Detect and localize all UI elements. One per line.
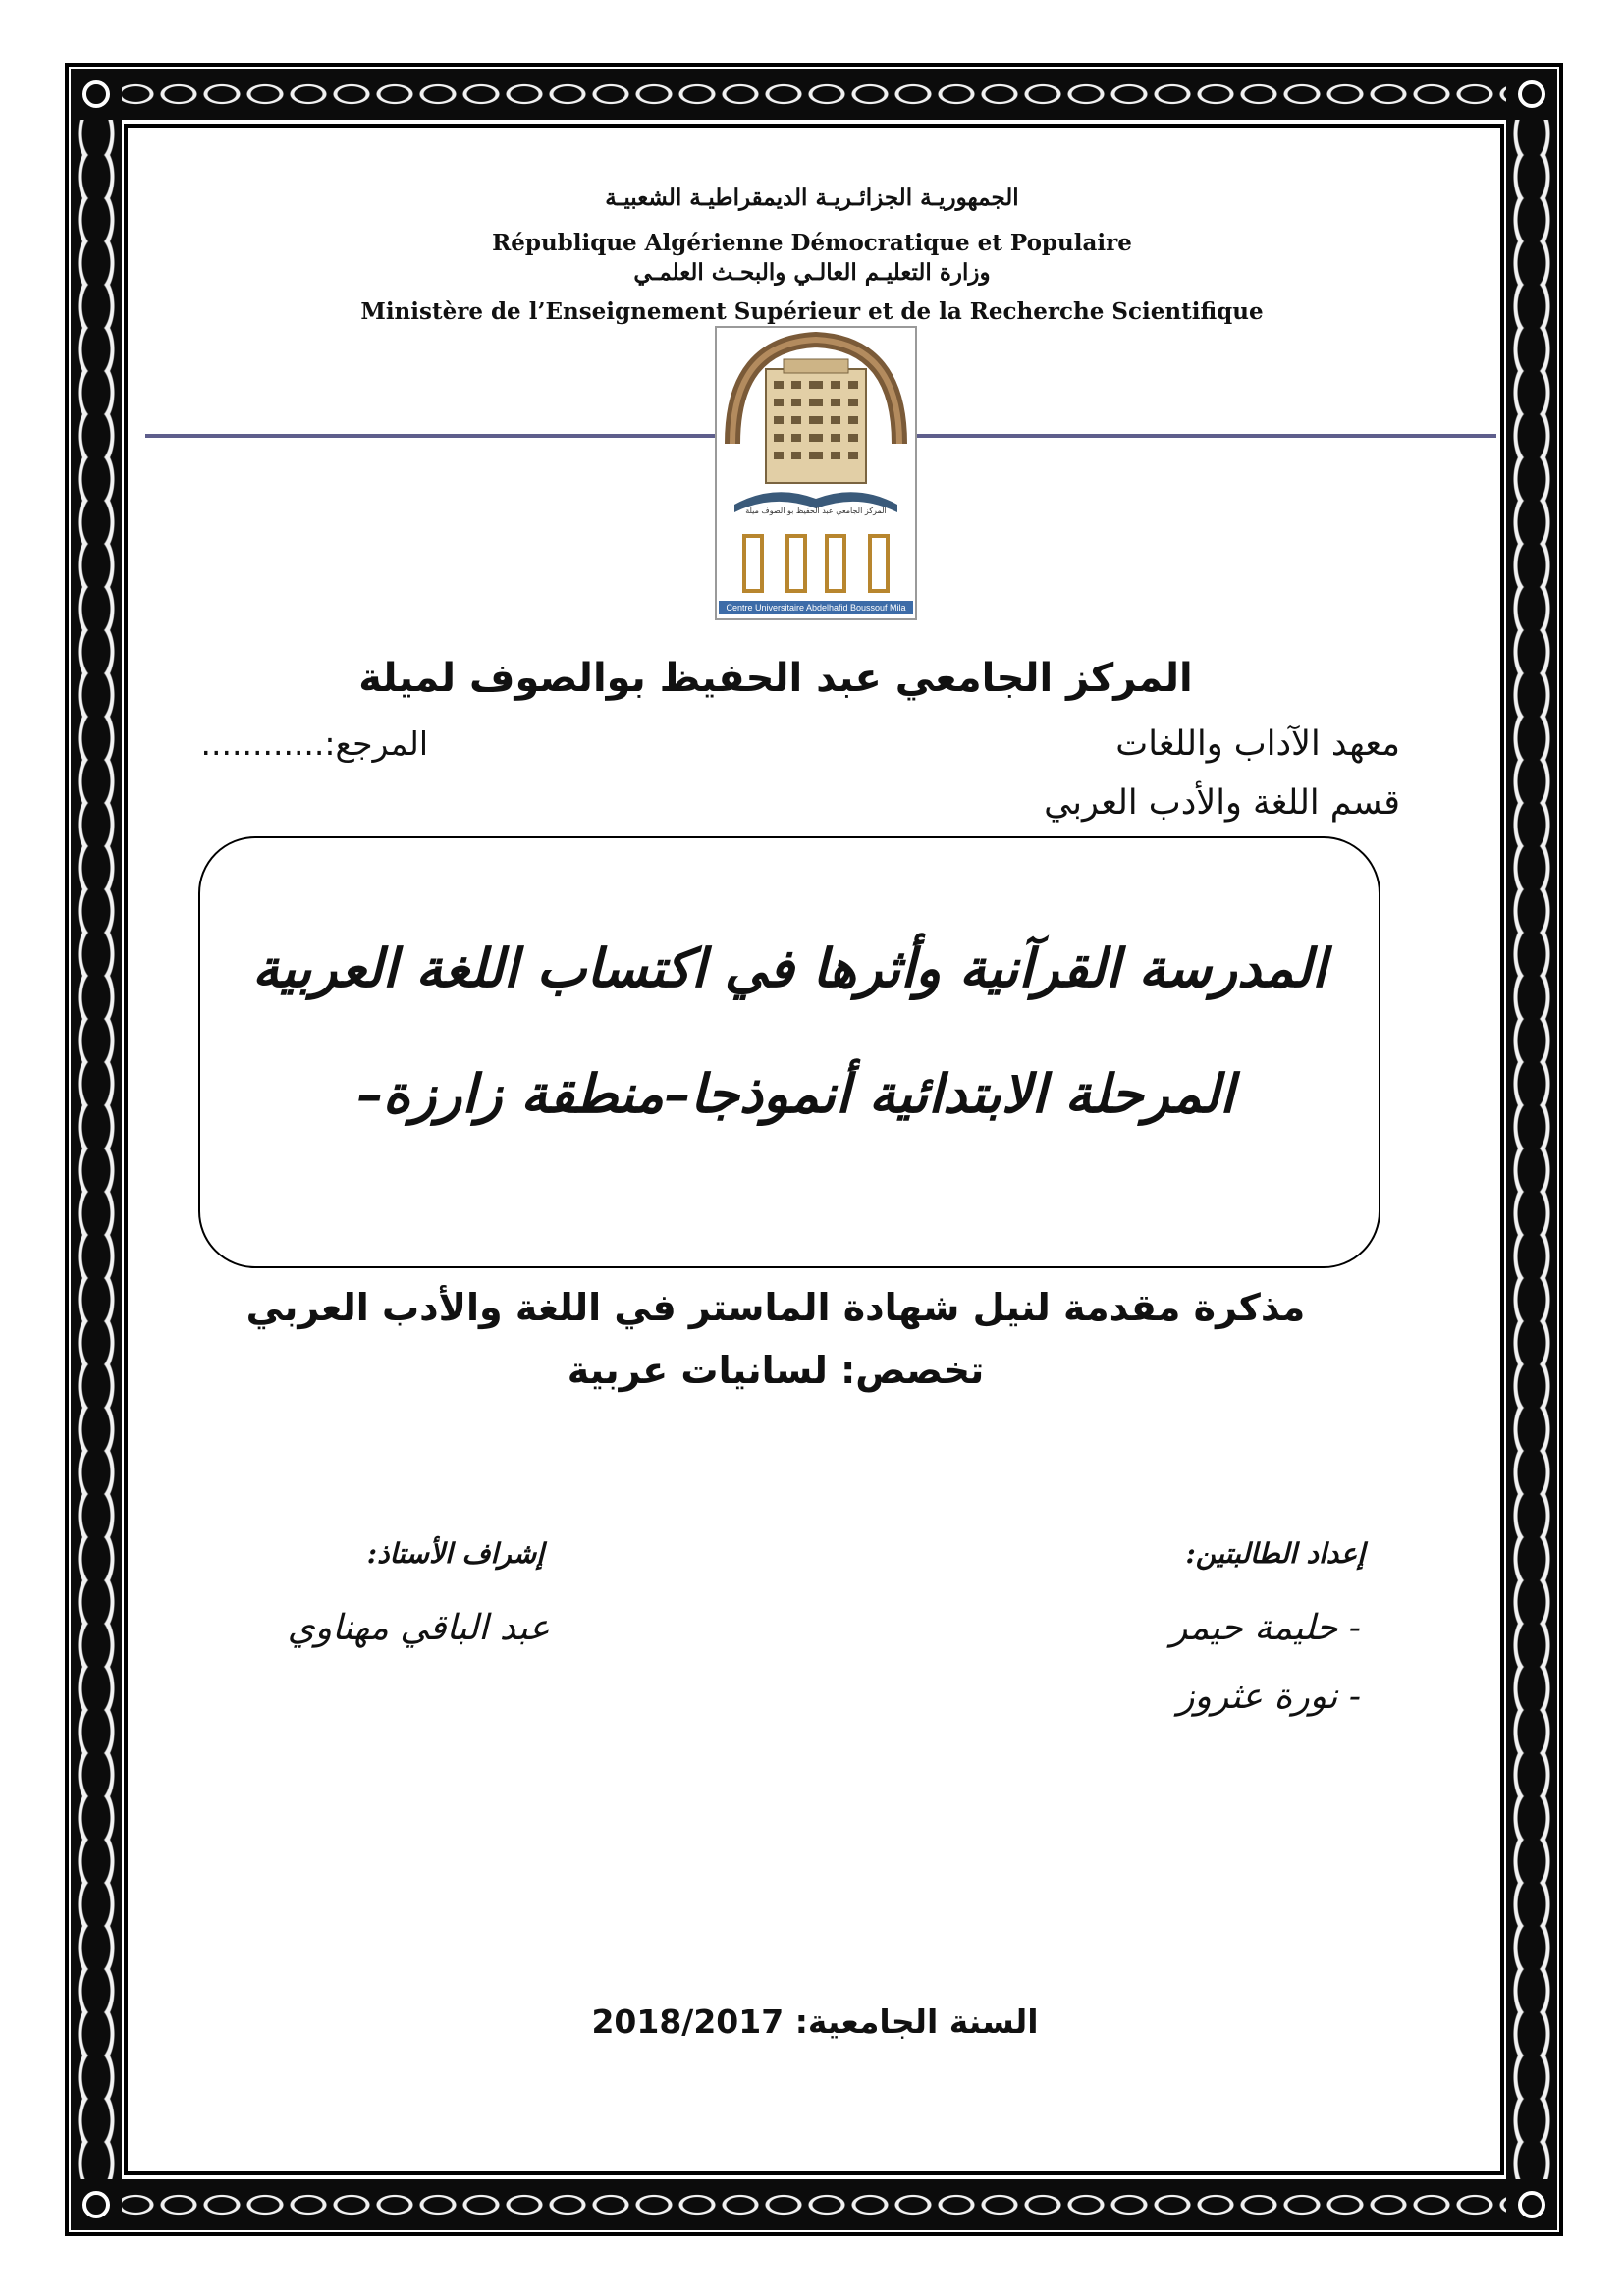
republic-name-arabic: الجمهوريـة الجزائـريـة الديمقراطيـة الشعبيـة <box>605 185 1019 211</box>
logo-caption: Centre Universitaire Abdelhafid Boussouf Mila <box>719 601 913 614</box>
reference-field: المرجع:............ <box>200 724 428 763</box>
university-building-icon <box>715 326 917 620</box>
thesis-title-box <box>198 836 1380 1268</box>
thesis-title: المدرسة القرآنية وأثرها في اكتساب اللغة العربية <box>252 936 1326 999</box>
university-name: المركز الجامعي عبد الحفيظ بوالصوف لميلة <box>358 656 1193 701</box>
university-logo <box>715 326 917 620</box>
academic-year-label: السنة الجامعية: <box>794 2002 1039 2041</box>
ministry-name-french: Ministère de l’Enseignement Supérieur et de la Recherche Scientifique <box>360 298 1264 325</box>
border-band-left <box>71 69 122 2230</box>
border-band-right <box>1506 69 1557 2230</box>
students-label: إعداد الطالبتين: <box>1185 1537 1365 1570</box>
supervisor-label: إشراف الأستاذ: <box>366 1537 544 1570</box>
logo-seal-text: المركز الجامعي عبد الحفيظ بو الصوف ميلة <box>745 507 887 515</box>
border-corner-ornament <box>71 2179 122 2230</box>
student-name: - نورة عثروز <box>1177 1677 1361 1717</box>
border-band-bottom <box>71 2179 1557 2230</box>
header-divider-left <box>145 434 715 438</box>
department-name: قسم اللغة والأدب العربي <box>1044 783 1400 823</box>
border-corner-ornament <box>1506 69 1557 120</box>
border-corner-ornament <box>71 69 122 120</box>
supervisor-name: عبد الباقي مهناوي <box>287 1608 550 1648</box>
student-name: - حليمة حيمر <box>1170 1608 1361 1648</box>
ministry-name-arabic: وزارة التعليـم العالـي والبحـث العلمـي <box>633 259 991 286</box>
border-band-top <box>71 69 1557 120</box>
specialty-statement: تخصص: لسانيات عربية <box>567 1349 985 1392</box>
degree-statement: مذكرة مقدمة لنيل شهادة الماستر في اللغة والأدب العربي <box>245 1286 1306 1329</box>
academic-year <box>471 2002 1159 2041</box>
header-divider-right <box>917 434 1496 438</box>
border-corner-ornament <box>1506 2179 1557 2230</box>
thesis-subtitle: المرحلة الابتدائية أنموذجا–منطقة زارزة– <box>355 1062 1235 1125</box>
academic-year-value: 2018/2017 <box>591 2002 785 2041</box>
institute-name: معهد الآداب واللغات <box>1115 724 1400 764</box>
republic-name-french: République Algérienne Démocratique et Populaire <box>492 230 1132 256</box>
